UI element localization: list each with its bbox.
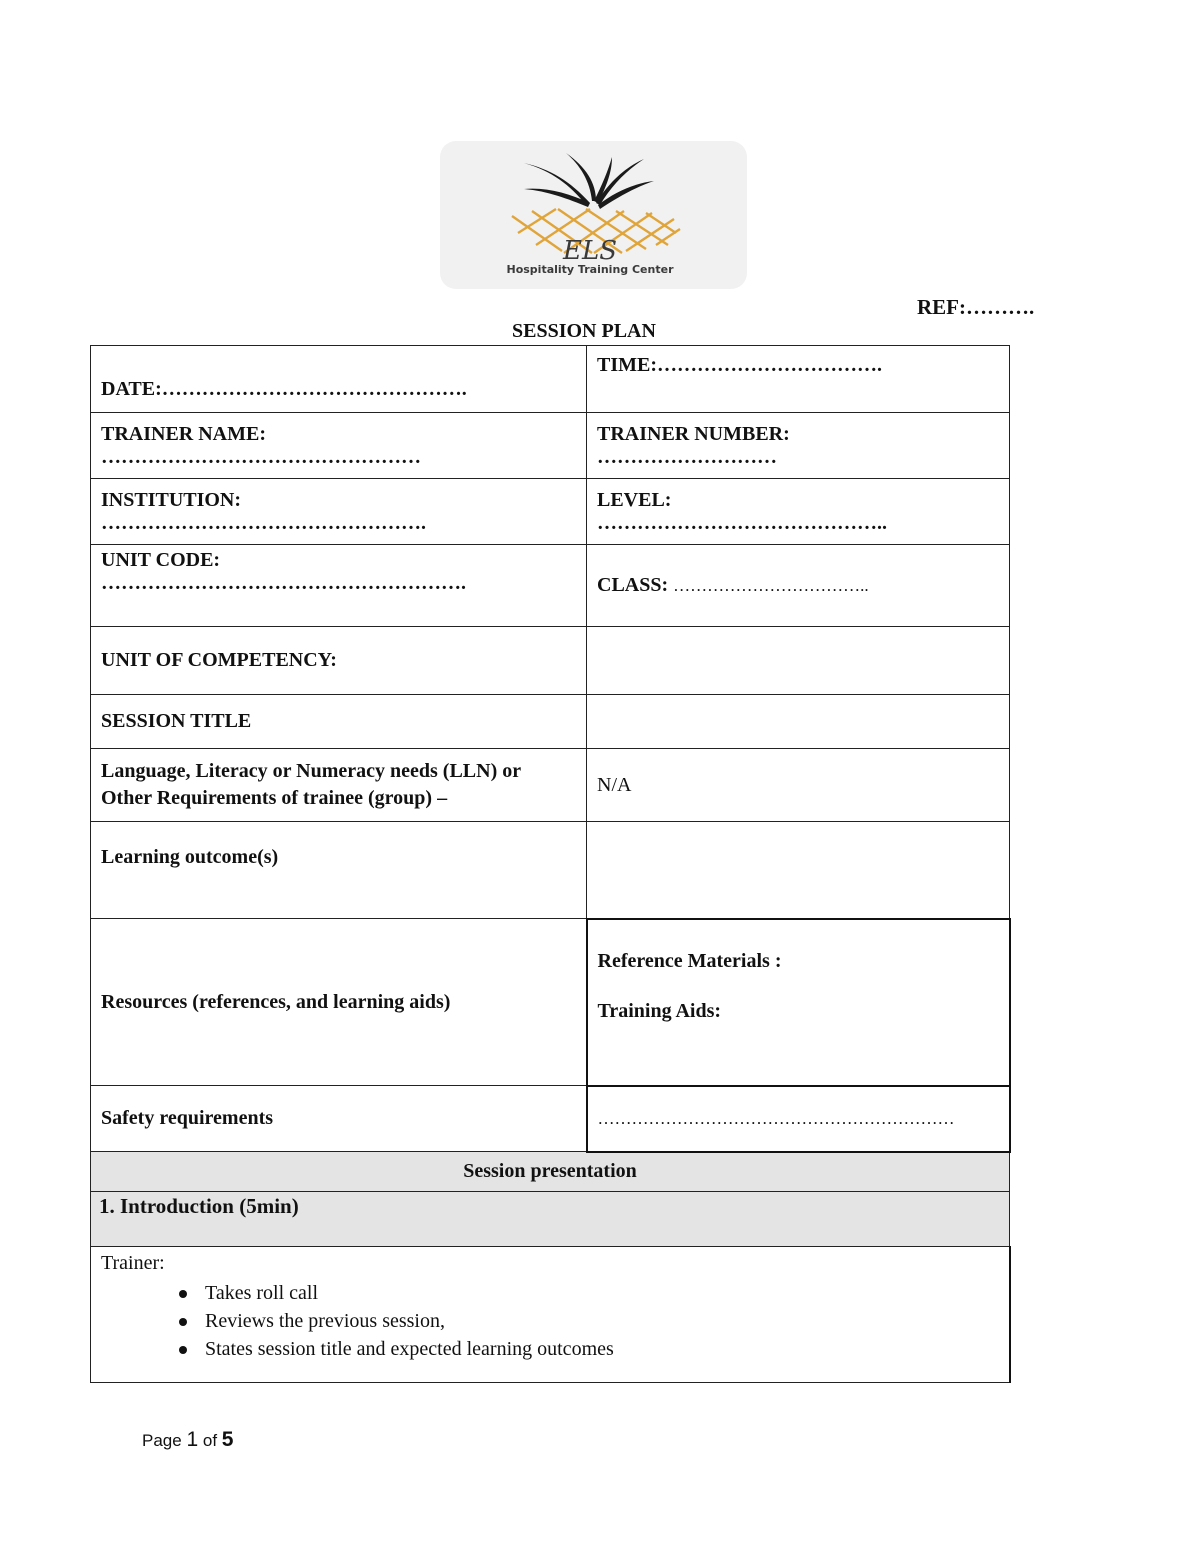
date-field[interactable]: DATE:………………………………………. bbox=[91, 346, 587, 413]
class-field[interactable] bbox=[587, 545, 1010, 627]
institution-label: INSTITUTION: bbox=[101, 488, 242, 511]
time-field[interactable]: TIME:……………………………. bbox=[587, 346, 1010, 413]
trainer-activity-list bbox=[101, 1279, 999, 1363]
table-row bbox=[91, 346, 1010, 413]
list-item: States session title and expected learning outcomes bbox=[205, 1335, 999, 1363]
class-dots: …………………………….. bbox=[673, 576, 869, 595]
trainer-name-field[interactable] bbox=[91, 413, 587, 479]
level-label: LEVEL: bbox=[597, 488, 672, 511]
institution-dots: …………………………………………. bbox=[101, 511, 426, 534]
table-row bbox=[91, 413, 1010, 479]
trainer-activities bbox=[91, 1247, 1010, 1383]
table-row bbox=[91, 479, 1010, 545]
introduction-heading: 1. Introduction (5min) bbox=[91, 1192, 1010, 1247]
table-row bbox=[91, 1086, 1010, 1152]
level-field[interactable] bbox=[587, 479, 1010, 545]
safety-label: Safety requirements bbox=[91, 1086, 587, 1152]
resources-label: Resources (references, and learning aids) bbox=[91, 919, 587, 1086]
lln-value[interactable]: N/A bbox=[587, 749, 1010, 822]
training-aids-label: Training Aids: bbox=[597, 999, 722, 1022]
learning-outcomes-value[interactable] bbox=[587, 822, 1010, 919]
trainer-name-label: TRAINER NAME: bbox=[101, 422, 266, 445]
lln-label: Language, Literacy or Numeracy needs (LLN) or Other Requirements of trainee (group) – bbox=[91, 749, 587, 822]
logo-script-text: ELS bbox=[562, 236, 618, 266]
table-row bbox=[91, 919, 1010, 1086]
class-label: CLASS: bbox=[597, 574, 669, 596]
page-title: SESSION PLAN bbox=[512, 320, 656, 342]
of-word: of bbox=[202, 1431, 218, 1450]
pineapple-logo-icon bbox=[440, 141, 747, 289]
institution-field[interactable] bbox=[91, 479, 587, 545]
session-title-value[interactable] bbox=[587, 695, 1010, 749]
unit-of-competency-label: UNIT OF COMPETENCY: bbox=[91, 627, 587, 695]
session-presentation-heading: Session presentation bbox=[91, 1152, 1010, 1192]
page-number: 1 bbox=[186, 1428, 199, 1451]
trainer-number-field[interactable] bbox=[587, 413, 1010, 479]
logo-caption: Hospitality Training Center bbox=[506, 263, 674, 276]
resources-value[interactable] bbox=[587, 919, 1010, 1086]
reference-materials-label: Reference Materials : bbox=[597, 949, 782, 972]
trainer-number-dots: ……………………… bbox=[597, 445, 777, 468]
learning-outcomes-label: Learning outcome(s) bbox=[91, 822, 587, 919]
session-plan-table bbox=[90, 345, 1011, 1383]
table-row bbox=[91, 695, 1010, 749]
table-row bbox=[91, 1192, 1010, 1247]
reference-number: REF:………. bbox=[917, 295, 1035, 319]
institution-logo bbox=[440, 141, 747, 289]
table-row bbox=[91, 627, 1010, 695]
table-row bbox=[91, 545, 1010, 627]
table-row bbox=[91, 749, 1010, 822]
unit-code-dots: ………………………………………………. bbox=[101, 572, 466, 594]
list-item: Reviews the previous session, bbox=[205, 1307, 999, 1335]
table-row bbox=[91, 1152, 1010, 1192]
page-word: Page bbox=[142, 1431, 182, 1450]
table-row bbox=[91, 822, 1010, 919]
list-item: Takes roll call bbox=[205, 1279, 999, 1307]
safety-value[interactable]: ……………………………………………………… bbox=[587, 1086, 1010, 1152]
trainer-name-dots: ………………………………………… bbox=[101, 445, 421, 468]
page-total: 5 bbox=[221, 1428, 234, 1451]
unit-of-competency-value[interactable] bbox=[587, 627, 1010, 695]
trainer-label: Trainer: bbox=[101, 1252, 165, 1274]
page-footer bbox=[142, 1428, 233, 1452]
unit-code-field[interactable] bbox=[91, 545, 587, 627]
table-row bbox=[91, 1247, 1010, 1383]
trainer-number-label: TRAINER NUMBER: bbox=[597, 422, 790, 445]
level-dots: …………………………………….. bbox=[597, 511, 887, 534]
session-title-label: SESSION TITLE bbox=[91, 695, 587, 749]
unit-code-label: UNIT CODE: bbox=[101, 549, 221, 571]
